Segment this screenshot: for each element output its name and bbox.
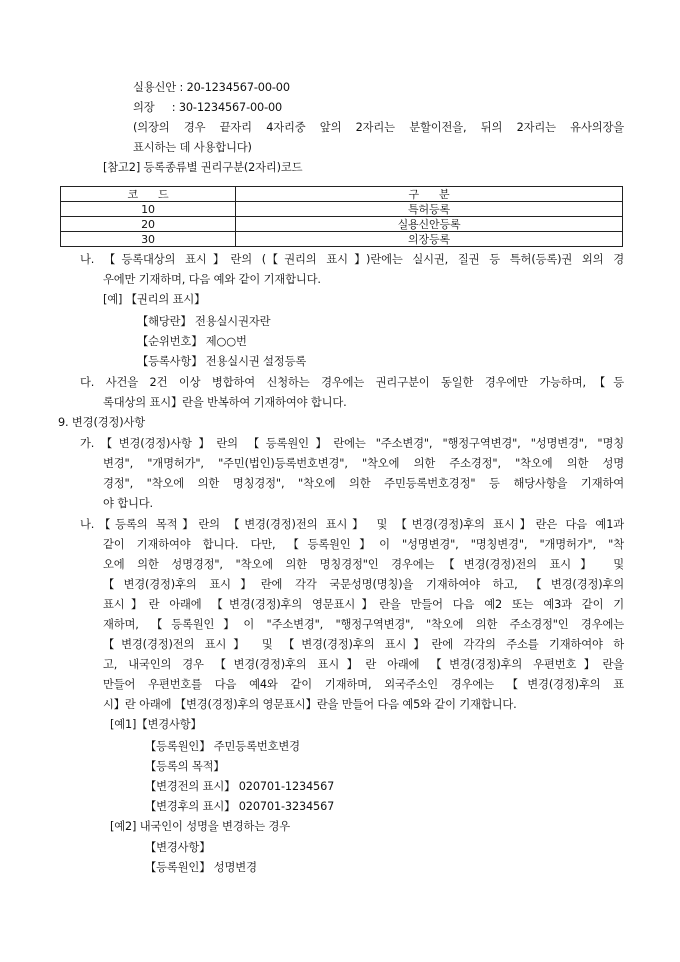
example-1-label: [예1]【변경사항】	[110, 718, 202, 731]
section-ga-line: 경정", "착오에 의한 명칭경정", "착오에 의한 주민등록번호경정" 등 해당사항을 기재하여	[103, 477, 624, 490]
design-note-line: 표시하는 데 사용합니다)	[133, 141, 252, 154]
example-entry: 【해당란】 전용실시권자란	[137, 315, 271, 328]
code-table	[60, 186, 623, 247]
design-note-line: (의장의 경우 끝자리 4자리중 앞의 2자리는 분할이전을, 뒤의 2자리는 유사의장을	[133, 121, 624, 134]
section-na-body-line: 오에 의한 성명경정", "착오에 의한 명칭경정"인 경우에는【변경(경정)전의 표시】 및	[103, 558, 624, 571]
section-da-line: 록대상의 표시】란을 반복하여 기재하여야 합니다.	[103, 396, 347, 409]
example-1-entry: 【변경후의 표시】 020701-3234567	[145, 800, 335, 813]
example-entry: 【순위번호】 제○○번	[137, 335, 247, 348]
section-na-body-line: 재하며, 【등록원인】이 "주소변경", "행정구역변경", "착오에 의한 주소경정"인 경우에는	[103, 618, 624, 631]
section-na-line: 우에만 기재하며, 다음 예와 같이 기재합니다.	[103, 273, 321, 286]
table-cell-category: 특허등록	[236, 202, 623, 217]
table-header-category: 구 분	[236, 187, 623, 202]
table-cell-category: 의장등록	[236, 232, 623, 247]
table-row	[61, 217, 623, 232]
section-ga-line: 가.【변경(경정)사항】란의 【등록원인】란에는 "주소변경", "행정구역변경", "성명변경", "명칭	[80, 437, 624, 450]
reference-title: [참고2] 등록종류별 권리구분(2자리)코드	[103, 161, 303, 174]
section-na-body-line: 고, 내국인의 경우 【변경(경정)후의 표시】란 아래에 【변경(경정)후의 우편번호】란을	[103, 658, 624, 671]
example-2-entry: 【변경사항】	[145, 841, 211, 854]
example-1-entry: 【변경전의 표시】 020701-1234567	[145, 780, 335, 793]
section-na-body-line: 만들어 우편번호를 다음 예4와 같이 기재하며, 외국주소인 경우에는 【변경(경정)후의 표	[103, 678, 624, 691]
section-na-body-line: 표시】란 아래에 【변경(경정)후의 영문표시】란을 만들어 다음 예2 또는 예3과 같이 기	[103, 598, 624, 611]
example-label: [예] 【권리의 표시】	[103, 293, 206, 306]
table-cell-code: 30	[61, 232, 236, 247]
table-header-code: 코 드	[61, 187, 236, 202]
section-na-body-line: 같이 기재하여야 합니다. 다만, 【등록원인】이 "성명변경", "명칭변경", "개명허가", "착	[103, 538, 624, 551]
table-cell-code: 20	[61, 217, 236, 232]
section-ga-line: 야 합니다.	[103, 497, 153, 510]
section-na-line: 나. 【등록대상의 표시】란의 (【권리의 표시】)란에는 실시권, 질권 등 특허(등록)권 외의 경	[80, 253, 624, 266]
table-row	[61, 232, 623, 247]
example-entry: 【등록사항】 전용실시권 설정등록	[137, 355, 307, 368]
utility-model-number: 실용신안 : 20-1234567-00-00	[133, 81, 290, 94]
example-1-entry: 【등록의 목적】	[145, 760, 225, 773]
section-ga-line: 변경", "개명허가", "주민(법인)등록번호변경", "착오에 의한 주소경정", "착오에 의한 성명	[103, 457, 624, 470]
section-na-body-line: 시】란 아래에 【변경(경정)후의 영문표시】란을 만들어 다음 예5와 같이 기재합니다.	[103, 698, 517, 711]
design-number: 의장 : 30-1234567-00-00	[133, 101, 283, 114]
example-2-label: [예2] 내국인이 성명을 변경하는 경우	[110, 820, 290, 833]
table-cell-code: 10	[61, 202, 236, 217]
section-na-body-line: 나.【등록의 목적】란의 【변경(경정)전의 표시】 및 【변경(경정)후의 표시】란은 다음 예1과	[80, 518, 624, 531]
table-header-row	[61, 187, 623, 202]
table-row	[61, 202, 623, 217]
example-2-entry: 【등록원인】 성명변경	[145, 861, 257, 874]
table-cell-category: 실용신안등록	[236, 217, 623, 232]
example-1-entry: 【등록원인】 주민등록번호변경	[145, 740, 300, 753]
section-na-body-line: 【변경(경정)전의 표시】 및 【변경(경정)후의 표시】란에 각각의 주소를 기재하여야 하	[103, 638, 624, 651]
section-9-title: 9. 변경(경정)사항	[58, 416, 146, 429]
section-na-body-line: 【변경(경정)후의 표시】란에 각각 국문성명(명칭)을 기재하여야 하고, 【변경(경정)후의	[103, 578, 624, 591]
section-da-line: 다. 사건을 2건 이상 병합하여 신청하는 경우에는 권리구분이 동일한 경우에만 가능하며,【등	[80, 376, 624, 389]
